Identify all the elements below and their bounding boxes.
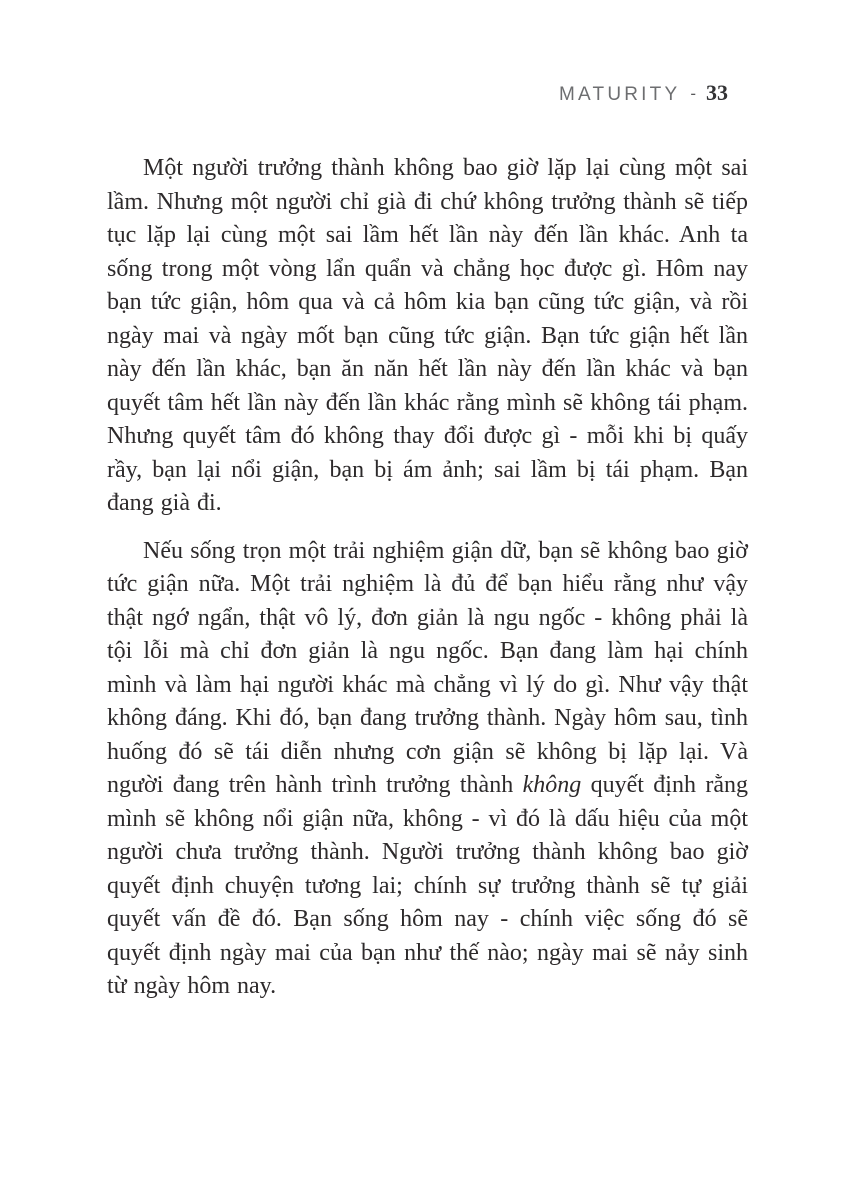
header-separator: - — [690, 84, 696, 103]
page-header — [559, 80, 728, 106]
page-number: 33 — [706, 80, 728, 105]
paragraph-1-text: Một người trưởng thành không bao giờ lặp lại cùng một sai lầm. Nhưng một người chỉ già đi chứ không trưởng thành sẽ tiếp tục lặp lại cùng một sai lầm hết lần này đến lần khác. Anh ta sống trong một vòng lẩn quẩn và chẳng học được gì. Hôm nay bạn tức giận, hôm qua và cả hôm kia bạn cũng tức giận, và rồi ngày mai và ngày mốt bạn cũng tức giận. Bạn tức giận hết lần này đến lần khác, bạn ăn năn hết lần này đến lần khác và bạn quyết tâm hết lần này đến lần khác rằng mình sẽ không tái phạm. Nhưng quyết tâm đó không thay đổi được gì - mỗi khi bị quấy rầy, bạn lại nổi giận, bạn bị ám ảnh; sai lầm bị tái phạm. Bạn đang già đi. — [107, 155, 748, 516]
body-text — [107, 152, 748, 1004]
paragraph-2 — [107, 535, 748, 1004]
paragraph-2-text-before: Nếu sống trọn một trải nghiệm giận dữ, bạn sẽ không bao giờ tức giận nữa. Một trải nghiệm là đủ để bạn hiểu rằng như vậy thật ngớ ngẩn, thật vô lý, đơn giản là ngu ngốc - không phải là tội lỗi mà chỉ đơn giản là ngu ngốc. Bạn đang làm hại chính mình và làm hại người khác mà chẳng vì lý do gì. Như vậy thật không đáng. Khi đó, bạn đang trưởng thành. Ngày hôm sau, tình huống đó sẽ tái diễn nhưng cơn giận sẽ không bị lặp lại. Và người đang trên hành trình trưởng thành — [107, 537, 748, 798]
paragraph-2-italic-word: không — [522, 772, 582, 798]
running-title: MATURITY — [559, 84, 681, 105]
paragraph-1 — [107, 152, 748, 521]
paragraph-2-text-after: quyết định rằng mình sẽ không nổi giận nữa, không - vì đó là dấu hiệu của một người chưa trưởng thành. Người trưởng thành không bao giờ quyết định chuyện tương lai; chính sự trưởng thành sẽ tự giải quyết vấn đề đó. Bạn sống hôm nay - chính việc sống đó sẽ quyết định ngày mai của bạn như thế nào; ngày mai sẽ nảy sinh từ ngày hôm nay. — [107, 772, 748, 999]
